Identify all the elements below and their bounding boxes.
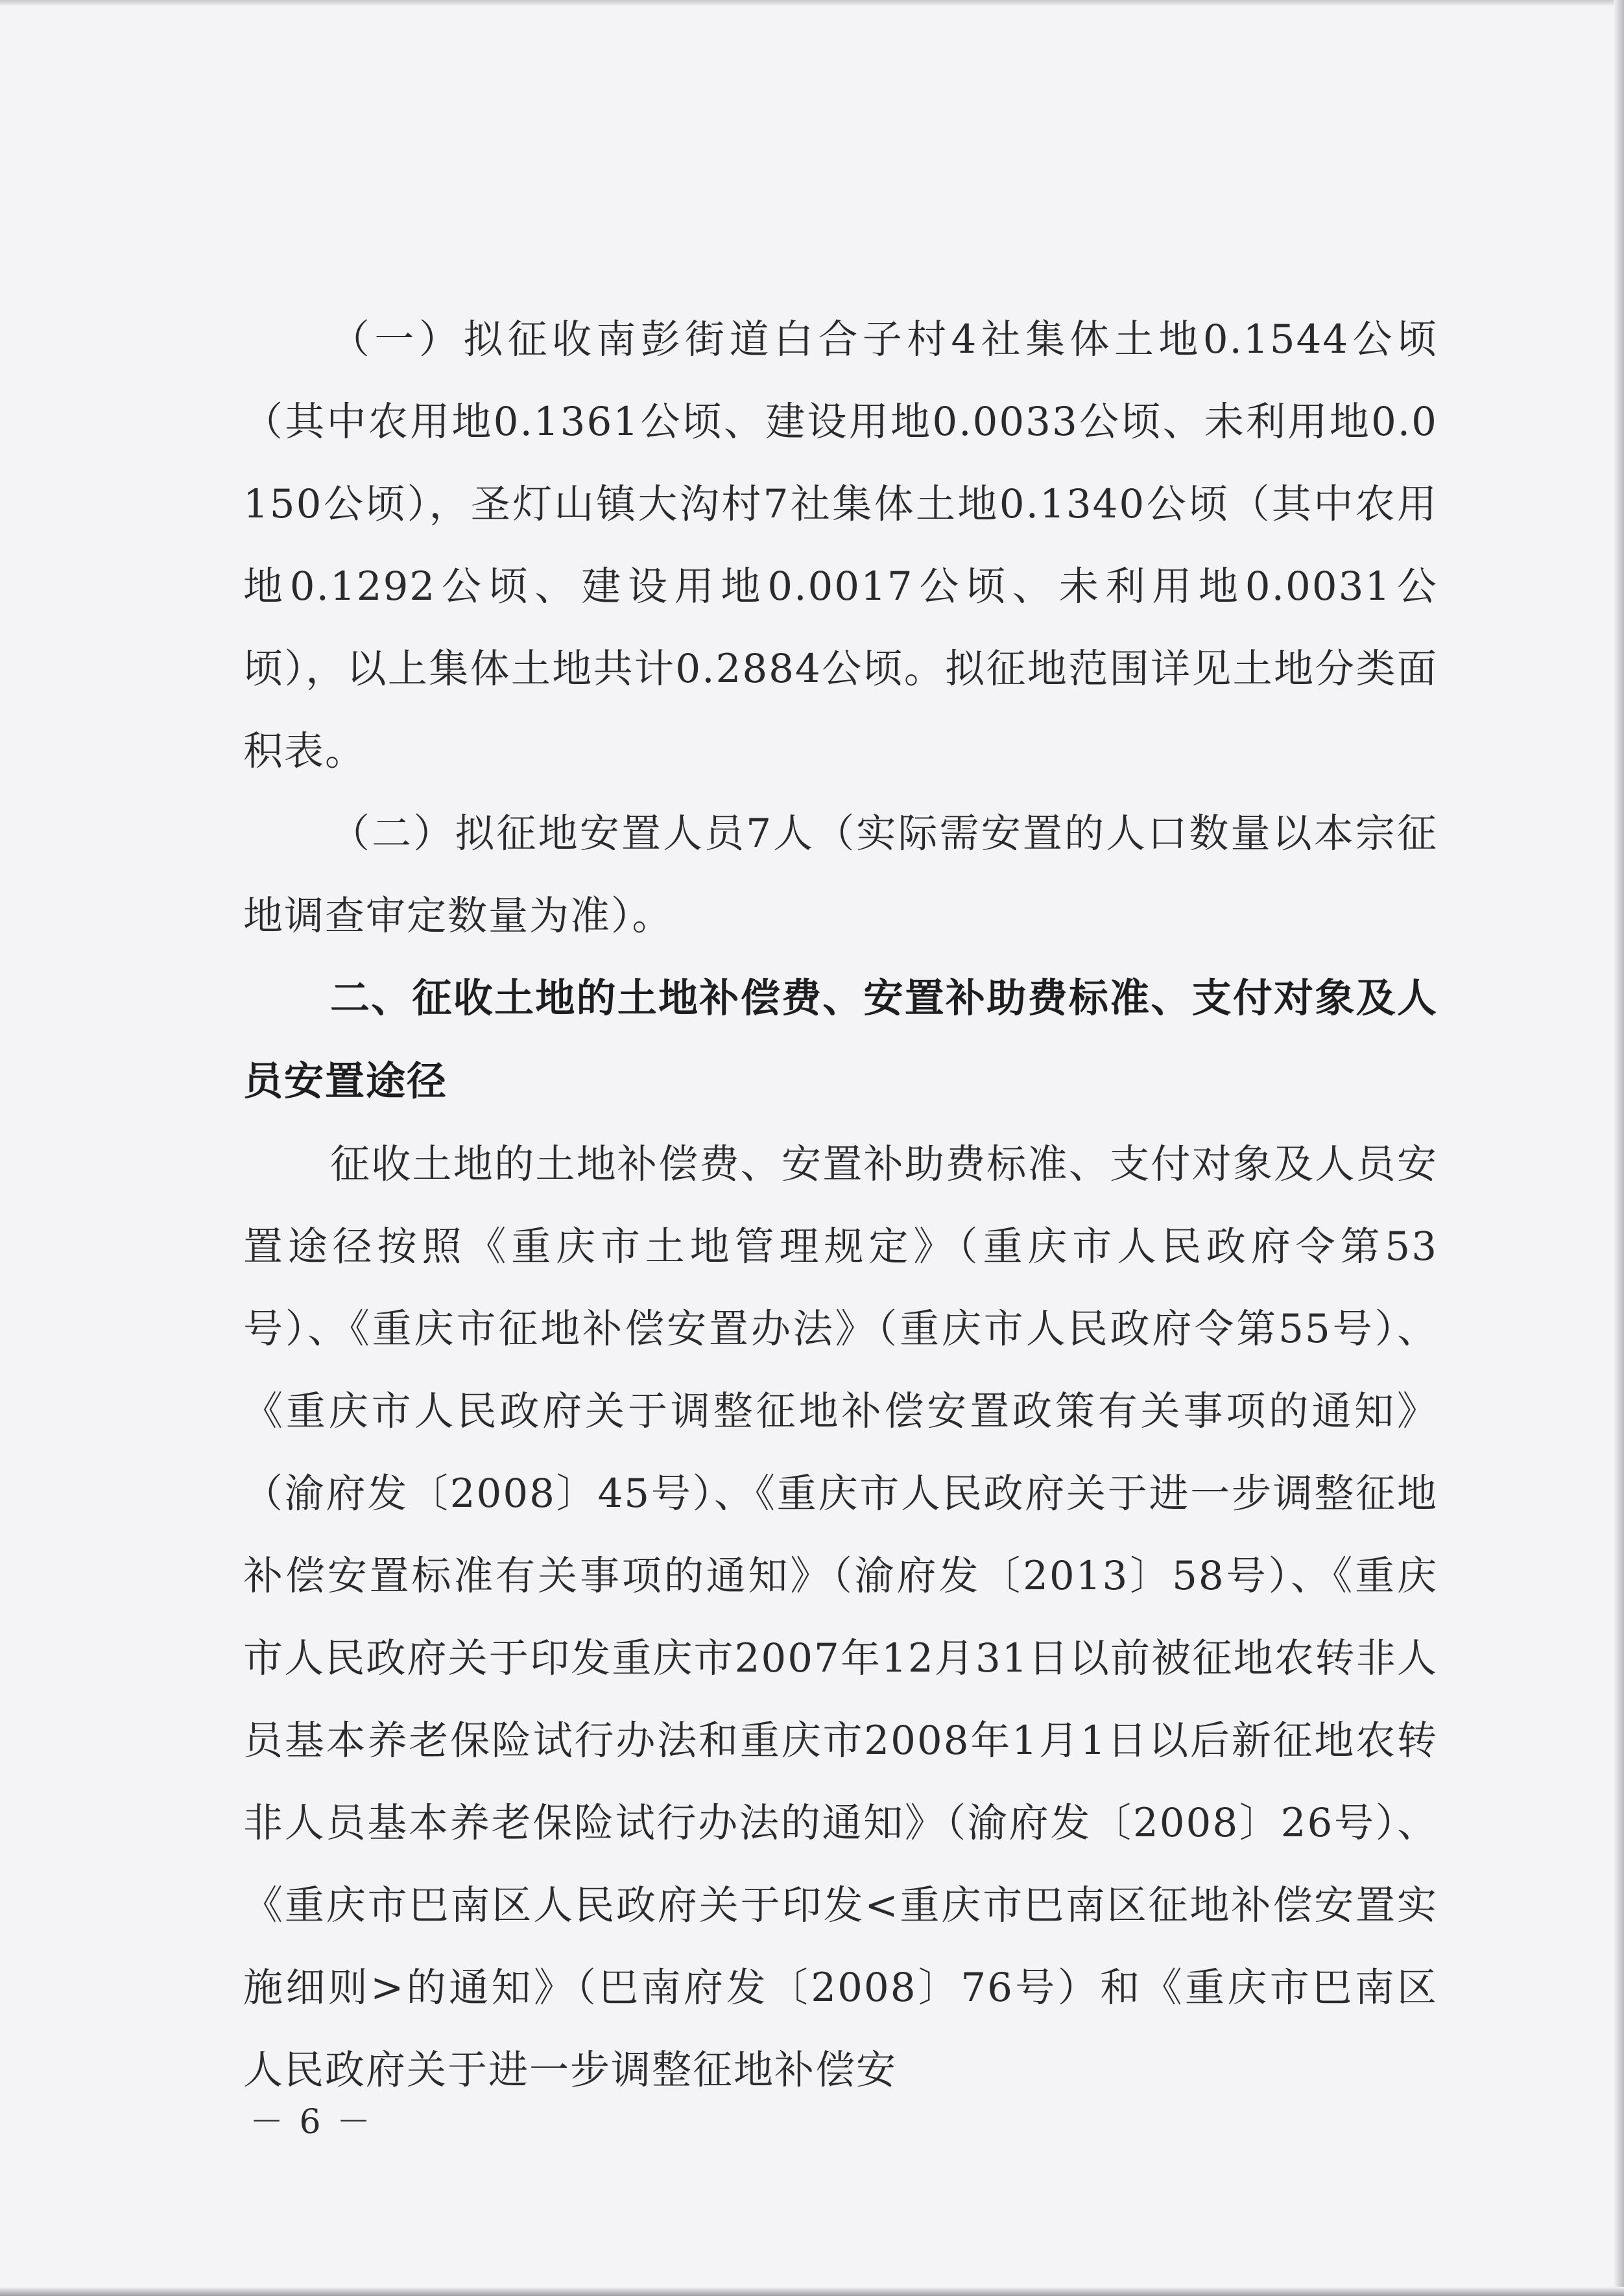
paragraph-resettlement-count: （二）拟征地安置人员7人（实际需安置的人口数量以本宗征地调查审定数量为准）。 [243,811,1438,939]
page-number: － 6 － [250,2103,374,2142]
paragraph-compensation-basis: 征收土地的土地补偿费、安置补助费标准、支付对象及人员安置途径按照《重庆市土地管理规定》（重庆市人民政府令第53号）、《重庆市征地补偿安置办法》（重庆市人民政府令第55号）、《重庆市人民政府关于调整征地补偿安置政策有关事项的通知》（渝府发〔2008〕45号）、《重庆市人民政府关于进一步调整征地补偿安置标准有关事项的通知》（渝府发〔2013〕58号）、《重庆市人民政府关于印发重庆市2007年12月31日以前被征地农转非人员基本养老保险试行办法和重庆市2008年1月1日以后新征地农转非人员基本养老保险试行办法的通知》（渝府发〔2008〕26号）、《重庆市巴南区人民政府关于印发<重庆市巴南区征地补偿安置实施细则>的通知》（巴南府发〔2008〕76号）和《重庆市巴南区人民政府关于进一步调整征地补偿安 [243,1141,1438,2093]
paragraph-land-area: （一）拟征收南彭街道白合子村4社集体土地0.1544公顷（其中农用地0.1361公顷、建设用地0.0033公顷、未利用地0.0150公顷），圣灯山镇大沟村7社集体土地0.1340公顷（其中农用地0.1292公顷、建设用地0.0017公顷、未利用地0.0031公顷），以上集体土地共计0.2884公顷。拟征地范围详见土地分类面积表。 [243,316,1438,774]
scan-edge-right [1614,0,1624,2296]
document-body [243,298,1438,2111]
scan-edge-top [0,0,1624,6]
section-heading-compensation: 二、征收土地的土地补偿费、安置补助费标准、支付对象及人员安置途径 [243,975,1438,1104]
scan-edge-bottom [0,2287,1624,2296]
